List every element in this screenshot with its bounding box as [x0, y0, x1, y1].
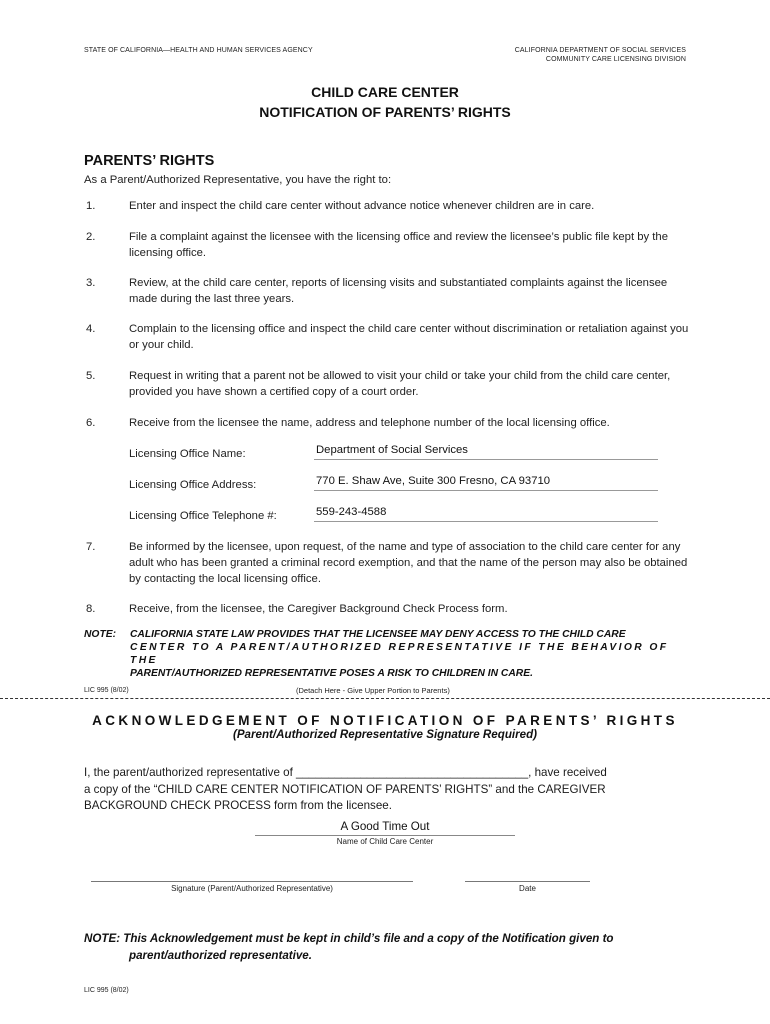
- item-number: 2.: [86, 231, 96, 243]
- licensing-office-telephone-field[interactable]: 559-243-4588: [314, 506, 658, 522]
- item-number: 3.: [86, 277, 96, 289]
- note-line: PARENT/AUTHORIZED REPRESENTATIVE POSES A RISK TO CHILDREN IN CARE.: [130, 668, 533, 679]
- item-number: 8.: [86, 603, 96, 615]
- date-line[interactable]: [465, 881, 590, 882]
- statement-line: I, the parent/authorized representative of ____________________________________, have received: [84, 766, 607, 779]
- department-name: CALIFORNIA DEPARTMENT OF SOCIAL SERVICES: [514, 47, 686, 54]
- licensing-office-address-field[interactable]: 770 E. Shaw Ave, Suite 300 Fresno, CA 93710: [314, 475, 658, 491]
- licensing-office-name-field[interactable]: Department of Social Services: [314, 444, 658, 460]
- right-item: Receive from the licensee the name, address and telephone number of the local licensing office.: [129, 417, 610, 429]
- acknowledgement-statement: [84, 765, 704, 815]
- detach-line: [0, 698, 770, 699]
- signature-caption: Signature (Parent/Authorized Representative): [171, 884, 333, 893]
- child-care-center-name-field[interactable]: A Good Time Out: [255, 820, 515, 836]
- child-care-center-name-caption: Name of Child Care Center: [336, 837, 434, 846]
- right-item: Receive, from the licensee, the Caregiver Background Check Process form.: [129, 603, 508, 615]
- note-line: CALIFORNIA STATE LAW PROVIDES THAT THE LICENSEE MAY DENY ACCESS TO THE CHILD CARE: [130, 629, 626, 640]
- form-title-line2: NOTIFICATION OF PARENTS’ RIGHTS: [259, 104, 511, 120]
- signature-line[interactable]: [91, 881, 413, 882]
- item-number: 5.: [86, 370, 96, 382]
- licensing-office-name-label: Licensing Office Name:: [129, 448, 246, 460]
- footer-note-line: parent/authorized representative.: [129, 949, 312, 962]
- licensing-office-telephone-label: Licensing Office Telephone #:: [129, 510, 277, 522]
- note-label: NOTE:: [84, 629, 117, 640]
- footer-note: [84, 930, 694, 964]
- rights-intro: As a Parent/Authorized Representative, you have the right to:: [84, 174, 392, 186]
- footer-form-id: LIC 995 (8/02): [84, 987, 129, 994]
- date-caption: Date: [519, 884, 536, 893]
- parents-rights-heading: PARENTS’ RIGHTS: [84, 153, 215, 169]
- item-number: 7.: [86, 541, 96, 553]
- footer-note-line: NOTE: This Acknowledgement must be kept in child’s file and a copy of the Notification given to: [84, 932, 614, 945]
- statement-line: BACKGROUND CHECK PROCESS form from the licensee.: [84, 799, 392, 812]
- agency-header: STATE OF CALIFORNIA—HEALTH AND HUMAN SERVICES AGENCY: [84, 47, 313, 54]
- acknowledgement-title: ACKNOWLEDGEMENT OF NOTIFICATION OF PARENTS’ RIGHTS: [92, 713, 678, 728]
- item-number: 4.: [86, 323, 96, 335]
- note-line: CENTER TO A PARENT/AUTHORIZED REPRESENTATIVE IF THE BEHAVIOR OF THE: [130, 642, 669, 666]
- right-item: Complain to the licensing office and inspect the child care center without discrimination or retaliation against you or your child.: [129, 323, 689, 351]
- right-item: Enter and inspect the child care center without advance notice whenever children are in care.: [129, 200, 595, 212]
- item-number: 1.: [86, 200, 96, 212]
- item-number: 6.: [86, 417, 96, 429]
- acknowledgement-subtitle: (Parent/Authorized Representative Signature Required): [232, 728, 538, 741]
- statement-line: a copy of the “CHILD CARE CENTER NOTIFICATION OF PARENTS’ RIGHTS” and the CAREGIVER: [84, 782, 606, 796]
- division-name: COMMUNITY CARE LICENSING DIVISION: [545, 56, 686, 63]
- form-id: LIC 995 (8/02): [84, 687, 129, 694]
- detach-instruction: (Detach Here - Give Upper Portion to Parents): [296, 686, 450, 695]
- form-title-line1: CHILD CARE CENTER: [311, 84, 459, 100]
- department-header: [515, 46, 686, 64]
- right-item: Review, at the child care center, reports of licensing visits and substantiated complaints against the licensee made during the last three years.: [129, 277, 668, 305]
- right-item: File a complaint against the licensee with the licensing office and review the licensee’s public file kept by the licensing office.: [129, 231, 669, 259]
- licensing-office-address-label: Licensing Office Address:: [129, 479, 257, 491]
- right-item: Be informed by the licensee, upon request, of the name and type of association to the child care center for any adult who has been granted a criminal record exemption, and that the name of the person may also be obtained by contacting the local licensing office.: [129, 541, 688, 585]
- right-item: Request in writing that a parent not be allowed to visit your child or take your child from the child care center, provided you have shown a certified copy of a court order.: [129, 370, 671, 398]
- note-text: [130, 628, 685, 680]
